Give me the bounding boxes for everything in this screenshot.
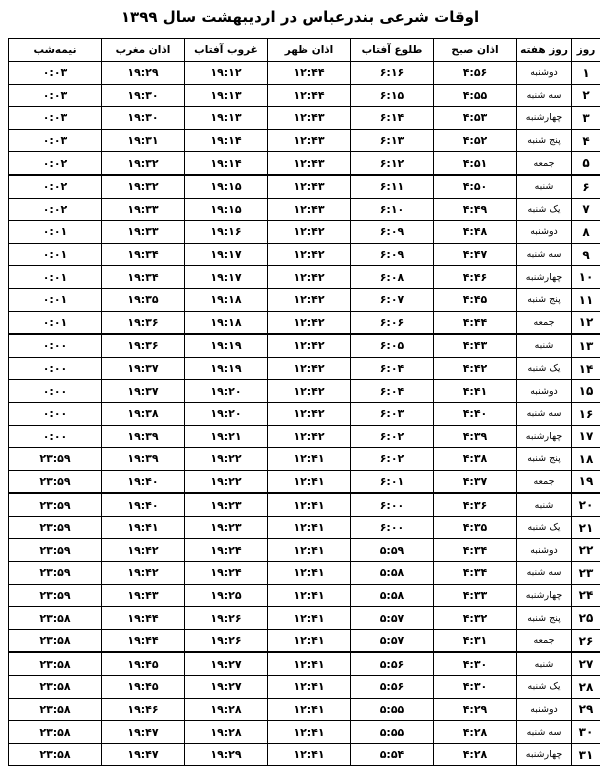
cell-fajr: ۴:۳۸ <box>434 448 517 471</box>
header-dhuhr: اذان ظهر <box>268 39 351 62</box>
cell-sunrise: ۵:۵۶ <box>351 676 434 699</box>
cell-fajr: ۴:۴۲ <box>434 357 517 380</box>
header-maghrib: اذان مغرب <box>102 39 185 62</box>
cell-midnight: ۰:۰۲ <box>9 152 102 175</box>
cell-sunrise: ۶:۰۹ <box>351 221 434 244</box>
cell-sunset: ۱۹:۲۳ <box>185 493 268 516</box>
cell-maghrib: ۱۹:۳۲ <box>102 152 185 175</box>
cell-weekday: دوشنبه <box>517 221 572 244</box>
header-fajr: اذان صبح <box>434 39 517 62</box>
cell-sunrise: ۶:۰۴ <box>351 380 434 403</box>
cell-midnight: ۲۳:۵۸ <box>9 676 102 699</box>
cell-midnight: ۰:۰۰ <box>9 402 102 425</box>
cell-day: ۳۰ <box>572 721 600 744</box>
cell-sunrise: ۶:۰۰ <box>351 516 434 539</box>
cell-midnight: ۰:۰۱ <box>9 221 102 244</box>
cell-day: ۷ <box>572 198 600 221</box>
table-row <box>9 652 600 675</box>
table-row <box>9 175 600 198</box>
cell-maghrib: ۱۹:۴۵ <box>102 676 185 699</box>
cell-fajr: ۴:۳۲ <box>434 607 517 630</box>
cell-sunrise: ۶:۱۴ <box>351 107 434 130</box>
table-row <box>9 743 600 766</box>
cell-day: ۱۰ <box>572 266 600 289</box>
cell-day: ۱۷ <box>572 425 600 448</box>
cell-fajr: ۴:۴۸ <box>434 221 517 244</box>
table-row <box>9 198 600 221</box>
cell-fajr: ۴:۳۰ <box>434 652 517 675</box>
cell-weekday: پنج شنبه <box>517 129 572 152</box>
cell-sunrise: ۶:۰۷ <box>351 288 434 311</box>
cell-weekday: شنبه <box>517 652 572 675</box>
cell-maghrib: ۱۹:۳۹ <box>102 425 185 448</box>
cell-weekday: شنبه <box>517 493 572 516</box>
cell-sunrise: ۶:۰۲ <box>351 425 434 448</box>
cell-sunset: ۱۹:۱۷ <box>185 243 268 266</box>
cell-dhuhr: ۱۲:۴۱ <box>268 743 351 766</box>
cell-weekday: یک شنبه <box>517 516 572 539</box>
cell-maghrib: ۱۹:۴۱ <box>102 516 185 539</box>
cell-midnight: ۰:۰۰ <box>9 380 102 403</box>
cell-sunrise: ۵:۵۴ <box>351 743 434 766</box>
cell-sunset: ۱۹:۲۲ <box>185 448 268 471</box>
cell-day: ۱۸ <box>572 448 600 471</box>
cell-dhuhr: ۱۲:۴۲ <box>268 221 351 244</box>
cell-sunset: ۱۹:۱۸ <box>185 288 268 311</box>
table-row <box>9 334 600 357</box>
cell-fajr: ۴:۴۰ <box>434 402 517 425</box>
cell-sunset: ۱۹:۱۷ <box>185 266 268 289</box>
cell-maghrib: ۱۹:۳۷ <box>102 357 185 380</box>
cell-sunrise: ۶:۱۱ <box>351 175 434 198</box>
cell-sunset: ۱۹:۱۸ <box>185 311 268 334</box>
cell-weekday: جمعه <box>517 470 572 493</box>
cell-day: ۵ <box>572 152 600 175</box>
cell-fajr: ۴:۴۴ <box>434 311 517 334</box>
cell-dhuhr: ۱۲:۴۴ <box>268 62 351 85</box>
cell-weekday: دوشنبه <box>517 62 572 85</box>
table-row <box>9 562 600 585</box>
cell-fajr: ۴:۳۴ <box>434 539 517 562</box>
cell-dhuhr: ۱۲:۴۲ <box>268 380 351 403</box>
cell-fajr: ۴:۵۱ <box>434 152 517 175</box>
cell-dhuhr: ۱۲:۴۱ <box>268 470 351 493</box>
cell-day: ۲۱ <box>572 516 600 539</box>
cell-sunset: ۱۹:۲۹ <box>185 743 268 766</box>
cell-day: ۱۹ <box>572 470 600 493</box>
cell-day: ۲۲ <box>572 539 600 562</box>
cell-maghrib: ۱۹:۴۰ <box>102 470 185 493</box>
cell-maghrib: ۱۹:۳۶ <box>102 311 185 334</box>
cell-weekday: پنج شنبه <box>517 607 572 630</box>
table-row <box>9 493 600 516</box>
cell-dhuhr: ۱۲:۴۱ <box>268 448 351 471</box>
cell-sunset: ۱۹:۲۸ <box>185 698 268 721</box>
cell-sunset: ۱۹:۲۶ <box>185 629 268 652</box>
table-row <box>9 721 600 744</box>
cell-midnight: ۲۳:۵۹ <box>9 584 102 607</box>
cell-sunset: ۱۹:۲۵ <box>185 584 268 607</box>
table-row <box>9 107 600 130</box>
cell-maghrib: ۱۹:۴۵ <box>102 652 185 675</box>
cell-sunset: ۱۹:۱۶ <box>185 221 268 244</box>
cell-maghrib: ۱۹:۳۱ <box>102 129 185 152</box>
cell-sunrise: ۶:۰۱ <box>351 470 434 493</box>
cell-fajr: ۴:۴۹ <box>434 198 517 221</box>
cell-sunset: ۱۹:۱۹ <box>185 357 268 380</box>
cell-maghrib: ۱۹:۳۴ <box>102 266 185 289</box>
cell-sunset: ۱۹:۲۷ <box>185 652 268 675</box>
cell-midnight: ۰:۰۳ <box>9 129 102 152</box>
cell-weekday: سه شنبه <box>517 402 572 425</box>
cell-sunset: ۱۹:۲۴ <box>185 539 268 562</box>
cell-sunset: ۱۹:۱۴ <box>185 152 268 175</box>
cell-midnight: ۲۳:۵۸ <box>9 698 102 721</box>
cell-sunrise: ۵:۵۸ <box>351 562 434 585</box>
cell-sunrise: ۶:۰۶ <box>351 311 434 334</box>
cell-midnight: ۲۳:۵۸ <box>9 607 102 630</box>
cell-maghrib: ۱۹:۳۸ <box>102 402 185 425</box>
cell-fajr: ۴:۵۳ <box>434 107 517 130</box>
cell-midnight: ۰:۰۰ <box>9 357 102 380</box>
cell-sunset: ۱۹:۲۰ <box>185 380 268 403</box>
cell-sunset: ۱۹:۱۳ <box>185 84 268 107</box>
cell-sunrise: ۶:۰۳ <box>351 402 434 425</box>
cell-maghrib: ۱۹:۳۷ <box>102 380 185 403</box>
cell-weekday: یک شنبه <box>517 198 572 221</box>
cell-weekday: چهارشنبه <box>517 107 572 130</box>
header-weekday: روز هفته <box>517 39 572 62</box>
cell-fajr: ۴:۳۷ <box>434 470 517 493</box>
cell-sunset: ۱۹:۱۵ <box>185 175 268 198</box>
cell-sunset: ۱۹:۲۰ <box>185 402 268 425</box>
table-row <box>9 311 600 334</box>
cell-midnight: ۰:۰۳ <box>9 62 102 85</box>
cell-sunrise: ۶:۰۰ <box>351 493 434 516</box>
cell-midnight: ۲۳:۵۹ <box>9 448 102 471</box>
table-row <box>9 288 600 311</box>
cell-dhuhr: ۱۲:۴۱ <box>268 493 351 516</box>
cell-dhuhr: ۱۲:۴۱ <box>268 721 351 744</box>
table-row <box>9 357 600 380</box>
cell-midnight: ۲۳:۵۸ <box>9 743 102 766</box>
header-midnight: نیمه‌شب <box>9 39 102 62</box>
table-row <box>9 516 600 539</box>
cell-dhuhr: ۱۲:۴۲ <box>268 288 351 311</box>
cell-day: ۲ <box>572 84 600 107</box>
cell-sunrise: ۶:۰۵ <box>351 334 434 357</box>
header-sunset: غروب آفتاب <box>185 39 268 62</box>
cell-midnight: ۰:۰۱ <box>9 311 102 334</box>
cell-sunrise: ۵:۵۷ <box>351 607 434 630</box>
cell-day: ۱۵ <box>572 380 600 403</box>
cell-maghrib: ۱۹:۲۹ <box>102 62 185 85</box>
cell-weekday: جمعه <box>517 629 572 652</box>
cell-dhuhr: ۱۲:۴۱ <box>268 629 351 652</box>
cell-weekday: شنبه <box>517 175 572 198</box>
cell-sunset: ۱۹:۱۳ <box>185 107 268 130</box>
cell-maghrib: ۱۹:۴۲ <box>102 562 185 585</box>
table-row <box>9 425 600 448</box>
cell-dhuhr: ۱۲:۴۳ <box>268 107 351 130</box>
table-row <box>9 607 600 630</box>
cell-fajr: ۴:۵۵ <box>434 84 517 107</box>
cell-midnight: ۰:۰۳ <box>9 107 102 130</box>
cell-dhuhr: ۱۲:۴۲ <box>268 266 351 289</box>
cell-sunrise: ۶:۱۵ <box>351 84 434 107</box>
cell-dhuhr: ۱۲:۴۲ <box>268 243 351 266</box>
cell-maghrib: ۱۹:۴۲ <box>102 539 185 562</box>
cell-maghrib: ۱۹:۳۴ <box>102 243 185 266</box>
cell-day: ۶ <box>572 175 600 198</box>
cell-maghrib: ۱۹:۴۴ <box>102 629 185 652</box>
cell-maghrib: ۱۹:۴۶ <box>102 698 185 721</box>
cell-sunrise: ۶:۰۴ <box>351 357 434 380</box>
cell-midnight: ۲۳:۵۹ <box>9 539 102 562</box>
cell-maghrib: ۱۹:۳۰ <box>102 107 185 130</box>
cell-sunset: ۱۹:۲۲ <box>185 470 268 493</box>
cell-midnight: ۰:۰۰ <box>9 425 102 448</box>
cell-sunset: ۱۹:۱۹ <box>185 334 268 357</box>
cell-weekday: سه شنبه <box>517 243 572 266</box>
cell-sunrise: ۶:۰۸ <box>351 266 434 289</box>
cell-midnight: ۰:۰۱ <box>9 243 102 266</box>
cell-dhuhr: ۱۲:۴۱ <box>268 676 351 699</box>
cell-weekday: جمعه <box>517 311 572 334</box>
cell-weekday: سه شنبه <box>517 84 572 107</box>
cell-fajr: ۴:۴۷ <box>434 243 517 266</box>
table-row <box>9 243 600 266</box>
cell-maghrib: ۱۹:۳۳ <box>102 221 185 244</box>
cell-dhuhr: ۱۲:۴۱ <box>268 698 351 721</box>
cell-fajr: ۴:۵۰ <box>434 175 517 198</box>
cell-fajr: ۴:۵۲ <box>434 129 517 152</box>
table-row <box>9 470 600 493</box>
cell-weekday: دوشنبه <box>517 380 572 403</box>
cell-midnight: ۰:۰۲ <box>9 175 102 198</box>
page-title: اوقات شرعی بندرعباس در اردیبهشت سال ۱۳۹۹ <box>0 8 600 26</box>
cell-dhuhr: ۱۲:۴۲ <box>268 311 351 334</box>
cell-midnight: ۲۳:۵۹ <box>9 470 102 493</box>
cell-maghrib: ۱۹:۳۳ <box>102 198 185 221</box>
cell-midnight: ۲۳:۵۹ <box>9 493 102 516</box>
cell-weekday: پنج شنبه <box>517 288 572 311</box>
cell-sunrise: ۶:۱۲ <box>351 152 434 175</box>
cell-maghrib: ۱۹:۳۹ <box>102 448 185 471</box>
table-row <box>9 448 600 471</box>
table-header-row <box>9 39 600 62</box>
table-row <box>9 129 600 152</box>
cell-dhuhr: ۱۲:۴۱ <box>268 584 351 607</box>
prayer-times-table <box>8 38 600 766</box>
cell-sunrise: ۶:۱۰ <box>351 198 434 221</box>
cell-fajr: ۴:۳۵ <box>434 516 517 539</box>
cell-fajr: ۴:۵۶ <box>434 62 517 85</box>
table-row <box>9 266 600 289</box>
cell-maghrib: ۱۹:۴۰ <box>102 493 185 516</box>
cell-dhuhr: ۱۲:۴۳ <box>268 152 351 175</box>
cell-day: ۲۷ <box>572 652 600 675</box>
cell-sunrise: ۶:۰۲ <box>351 448 434 471</box>
cell-maghrib: ۱۹:۴۷ <box>102 743 185 766</box>
cell-day: ۸ <box>572 221 600 244</box>
cell-midnight: ۲۳:۵۸ <box>9 721 102 744</box>
cell-day: ۲۹ <box>572 698 600 721</box>
cell-maghrib: ۱۹:۴۳ <box>102 584 185 607</box>
table-row <box>9 152 600 175</box>
cell-midnight: ۰:۰۱ <box>9 288 102 311</box>
cell-weekday: یک شنبه <box>517 676 572 699</box>
cell-day: ۱۲ <box>572 311 600 334</box>
cell-sunrise: ۶:۰۹ <box>351 243 434 266</box>
cell-sunset: ۱۹:۲۷ <box>185 676 268 699</box>
cell-dhuhr: ۱۲:۴۲ <box>268 425 351 448</box>
cell-weekday: شنبه <box>517 334 572 357</box>
cell-sunset: ۱۹:۲۳ <box>185 516 268 539</box>
cell-fajr: ۴:۲۹ <box>434 698 517 721</box>
cell-day: ۳ <box>572 107 600 130</box>
cell-sunset: ۱۹:۲۸ <box>185 721 268 744</box>
cell-sunrise: ۶:۱۳ <box>351 129 434 152</box>
cell-dhuhr: ۱۲:۴۲ <box>268 357 351 380</box>
cell-sunrise: ۵:۵۸ <box>351 584 434 607</box>
cell-sunrise: ۵:۵۵ <box>351 698 434 721</box>
cell-fajr: ۴:۲۸ <box>434 721 517 744</box>
cell-midnight: ۲۳:۵۸ <box>9 629 102 652</box>
cell-maghrib: ۱۹:۳۰ <box>102 84 185 107</box>
cell-dhuhr: ۱۲:۴۱ <box>268 539 351 562</box>
cell-sunset: ۱۹:۲۶ <box>185 607 268 630</box>
cell-fajr: ۴:۴۵ <box>434 288 517 311</box>
cell-dhuhr: ۱۲:۴۱ <box>268 607 351 630</box>
cell-day: ۴ <box>572 129 600 152</box>
cell-dhuhr: ۱۲:۴۳ <box>268 129 351 152</box>
table-row <box>9 380 600 403</box>
cell-weekday: یک شنبه <box>517 357 572 380</box>
header-sunrise: طلوع آفتاب <box>351 39 434 62</box>
cell-day: ۱۱ <box>572 288 600 311</box>
cell-sunrise: ۵:۵۷ <box>351 629 434 652</box>
table-row <box>9 84 600 107</box>
cell-weekday: سه شنبه <box>517 721 572 744</box>
table-row <box>9 539 600 562</box>
cell-weekday: جمعه <box>517 152 572 175</box>
cell-weekday: پنج شنبه <box>517 448 572 471</box>
cell-fajr: ۴:۳۹ <box>434 425 517 448</box>
cell-day: ۳۱ <box>572 743 600 766</box>
cell-day: ۲۰ <box>572 493 600 516</box>
table-row <box>9 584 600 607</box>
cell-fajr: ۴:۳۴ <box>434 562 517 585</box>
cell-midnight: ۲۳:۵۹ <box>9 516 102 539</box>
cell-fajr: ۴:۳۱ <box>434 629 517 652</box>
cell-midnight: ۲۳:۵۹ <box>9 562 102 585</box>
cell-weekday: سه شنبه <box>517 562 572 585</box>
cell-day: ۹ <box>572 243 600 266</box>
table-body <box>9 62 600 766</box>
cell-sunset: ۱۹:۱۵ <box>185 198 268 221</box>
cell-maghrib: ۱۹:۳۲ <box>102 175 185 198</box>
cell-sunrise: ۵:۵۶ <box>351 652 434 675</box>
cell-fajr: ۴:۲۸ <box>434 743 517 766</box>
cell-day: ۱۴ <box>572 357 600 380</box>
cell-sunset: ۱۹:۱۲ <box>185 62 268 85</box>
cell-midnight: ۲۳:۵۸ <box>9 652 102 675</box>
cell-midnight: ۰:۰۰ <box>9 334 102 357</box>
cell-weekday: دوشنبه <box>517 698 572 721</box>
cell-dhuhr: ۱۲:۴۴ <box>268 84 351 107</box>
cell-weekday: چهارشنبه <box>517 584 572 607</box>
cell-fajr: ۴:۳۰ <box>434 676 517 699</box>
cell-dhuhr: ۱۲:۴۱ <box>268 652 351 675</box>
cell-fajr: ۴:۳۶ <box>434 493 517 516</box>
cell-sunrise: ۵:۵۵ <box>351 721 434 744</box>
table-row <box>9 62 600 85</box>
table-row <box>9 402 600 425</box>
cell-sunrise: ۶:۱۶ <box>351 62 434 85</box>
cell-day: ۱۳ <box>572 334 600 357</box>
cell-day: ۲۸ <box>572 676 600 699</box>
cell-dhuhr: ۱۲:۴۱ <box>268 562 351 585</box>
cell-day: ۲۵ <box>572 607 600 630</box>
table-row <box>9 698 600 721</box>
cell-fajr: ۴:۴۶ <box>434 266 517 289</box>
cell-maghrib: ۱۹:۴۷ <box>102 721 185 744</box>
cell-dhuhr: ۱۲:۴۲ <box>268 402 351 425</box>
cell-maghrib: ۱۹:۳۶ <box>102 334 185 357</box>
cell-dhuhr: ۱۲:۴۳ <box>268 198 351 221</box>
cell-day: ۲۳ <box>572 562 600 585</box>
cell-sunrise: ۵:۵۹ <box>351 539 434 562</box>
cell-day: ۲۶ <box>572 629 600 652</box>
table-row <box>9 676 600 699</box>
cell-day: ۱ <box>572 62 600 85</box>
cell-midnight: ۰:۰۱ <box>9 266 102 289</box>
table-row <box>9 221 600 244</box>
cell-dhuhr: ۱۲:۴۲ <box>268 334 351 357</box>
cell-day: ۱۶ <box>572 402 600 425</box>
table-row <box>9 629 600 652</box>
cell-fajr: ۴:۴۱ <box>434 380 517 403</box>
cell-weekday: چهارشنبه <box>517 266 572 289</box>
cell-sunset: ۱۹:۲۱ <box>185 425 268 448</box>
cell-midnight: ۰:۰۳ <box>9 84 102 107</box>
cell-dhuhr: ۱۲:۴۱ <box>268 516 351 539</box>
cell-weekday: چهارشنبه <box>517 743 572 766</box>
cell-maghrib: ۱۹:۴۴ <box>102 607 185 630</box>
cell-dhuhr: ۱۲:۴۳ <box>268 175 351 198</box>
cell-day: ۲۴ <box>572 584 600 607</box>
cell-weekday: چهارشنبه <box>517 425 572 448</box>
cell-sunset: ۱۹:۱۴ <box>185 129 268 152</box>
header-day: روز <box>572 39 600 62</box>
cell-fajr: ۴:۴۳ <box>434 334 517 357</box>
cell-midnight: ۰:۰۲ <box>9 198 102 221</box>
cell-fajr: ۴:۳۳ <box>434 584 517 607</box>
cell-maghrib: ۱۹:۳۵ <box>102 288 185 311</box>
cell-weekday: دوشنبه <box>517 539 572 562</box>
cell-sunset: ۱۹:۲۴ <box>185 562 268 585</box>
